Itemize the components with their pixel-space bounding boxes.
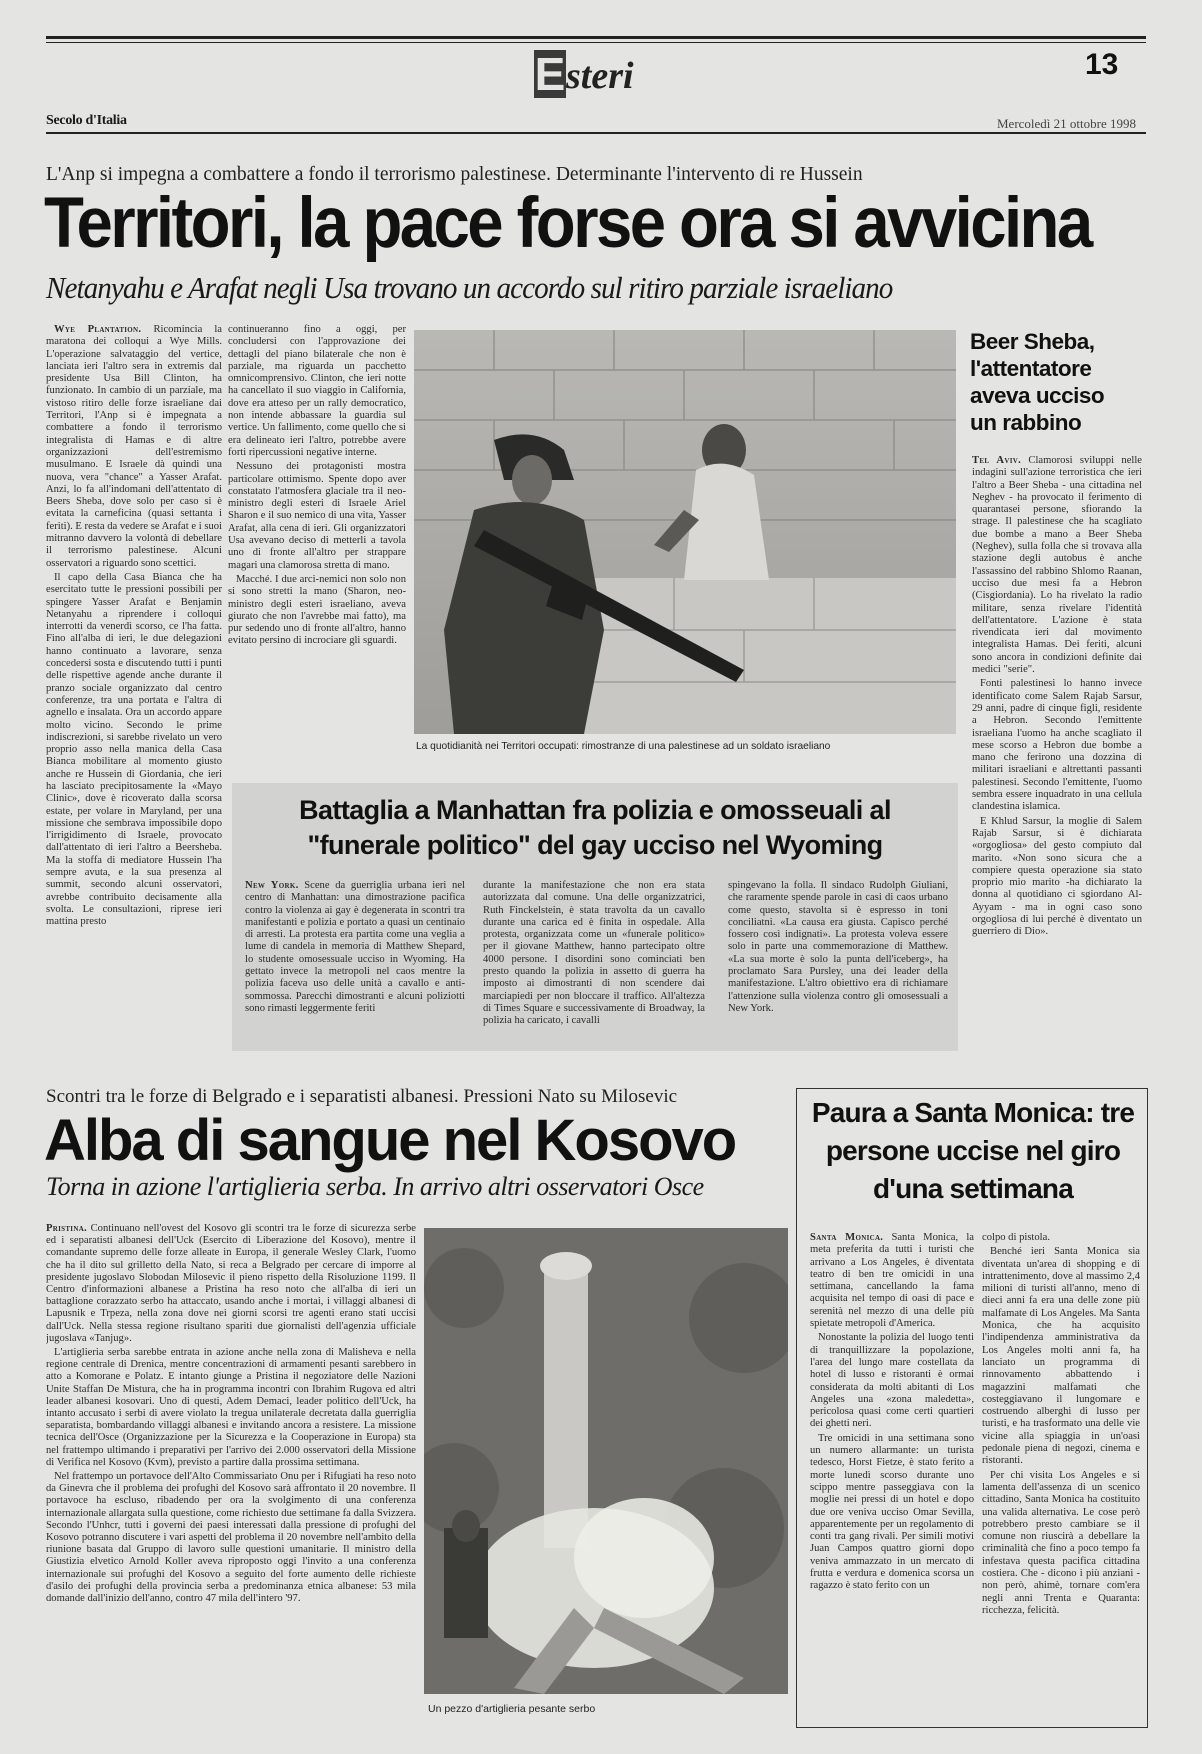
- section-name: steri: [566, 55, 634, 97]
- kosovo-p3: Nel frattempo un portavoce dell'Alto Commissariato Onu per i Rifugiati ha reso noto da Ginevra che il problema dei profughi del Kosovo sarà affrontato il 20 novembre. Il portavoce ha escluso, ribadendo per ora la svolgimento di una conferenza internazionale allargata sulla questione, come richiesto due settimane fa dalla Svizzera. Secondo l'Unhcr, tutti i governi dei paesi interessati dalla pressione di profughi del Kosovo potranno discutere i vari aspetti del problema il 20 novembre nell'ambito della riunione basata dal Gruppo di lavoro sulle questioni umanitarie. Il ministro della Giustizia elvetico Arnold Koller aveva riproposto oggi l'invito a una conferenza internazionale sui profughi del Kosovo a seguito del forte aumento delle richieste d'asilo dei profughi della provincia serba a predominanza etnica albanese: 53 mila domande dall'inizio dell'anno, contro 47 mila dell'intero '97.: [46, 1471, 416, 1605]
- soldier-photo-illustration: [414, 330, 956, 734]
- artillery-photo-illustration: [424, 1228, 788, 1694]
- lead-col2-p3: Macché. I due arci-nemici non solo non si sono stretti la mano (Sharon, neo-ministro degli esteri israeliano, aveva giurato che non l'avrebbe mai fatto), ma pur sedendo uno di fronte all'altro, hanno evitato persino di incrociare gli sguardi.: [228, 573, 406, 647]
- lead-column-1: [46, 324, 222, 1050]
- manhattan-c3: spingevano la folla. Il sindaco Rudolph Giuliani, che raramente spende parole in casi di caos urbano come questo, stavolta si è espresso in toni conciliatni. «La causa era giusta. Capisco perché fossero così indignati». La protesta voleva essere solo in parte una commemorazione di Matthew. «La sua morte è solo la punta dell'iceberg», ha proclamato Sara Pursley, una dei leader della manifestazione. L'altro obiettivo era di richiamare l'attenzione sulla violenza contro gli omosessuali a New York.: [728, 880, 948, 1014]
- page-number: 13: [1085, 48, 1119, 81]
- santamonica-column-2: [982, 1232, 1140, 1720]
- lead-dateline: Wye Plantation.: [54, 324, 142, 335]
- kosovo-dateline: Pristina.: [46, 1223, 87, 1234]
- lead-headline: Territori, la pace forse ora si avvicina: [44, 184, 1091, 263]
- beersheba-p3: E Khlud Sarsur, la moglie di Salem Rajab Sarsur, si è dichiarata «orgogliosa» del gesto compiuto dal marito. «Non sono sicura che a compiere questa operazione sia stato proprio mio marito -ha dichiarato la donna al quotidiano ci sgiordano Al-Ayyam - ma in ogni caso sono orgogliosa di lui perché è diventato un guerriero di Dio».: [972, 815, 1142, 938]
- manhattan-dateline: New York.: [245, 880, 299, 891]
- manhattan-column-1: [245, 880, 465, 1042]
- top-rule: [46, 36, 1146, 39]
- santamonica-c2-p3: Per chi visita Los Angeles e si lamenta dell'assenza di un scenico cittadino, Santa Monica ha costituito una valida alternativa. Le cose però potrebbero presto cambiare se il comune non riuscirà a debellare la criminalità che fino a poco tempo fa infestava questa pacifica cittadina costiera. Che - dicono i più anziani - non però, ahimè, tornare com'era negli anni Trenta e Quaranta: ricchezza, felicità.: [982, 1469, 1140, 1616]
- paper-name: Secolo d'Italia: [46, 113, 127, 128]
- santamonica-c1-p2: Nonostante la polizia del luogo tenti di tranquillizzare la popolazione, l'area del lungo mare costellata da hotel di lusso e ristoranti è ormai considerata da molti abitanti di Los Angeles una «zona maledetta», pericolosa quasi come certi quartieri dei ghetti neri.: [810, 1332, 974, 1430]
- santamonica-c1-p3: Tre omicidi in una settimana sono un numero allarmante: un turista tedesco, Horst Fietze, è stato ferito a morte lunedì scorso durante uno scippo mentre passeggiava con la moglie nei pressi di un hotel e dopo due ore veniva ucciso Omar Sevilla, apparentemente per un regolamento di conti tra gang rivali. Per simili motivi Juan Campos quattro giorni dopo veniva ammazzato in un mercato di frutta e verdura e domenica scorsa un ragazzo è stato ferito con un: [810, 1432, 974, 1592]
- section-title: [534, 50, 674, 110]
- beersheba-p2: Fonti palestinesi lo hanno invece identificato come Salem Rajab Sarsur, 29 anni, padre di cinque figli, residente a Hebron. Secondo l'emittente israeliana l'uomo ha anche scagliato il mese scorso a Hebron due bombe a mano che ferirono una dozzina di militari israeliani e altrettanti passanti palestinesi. Secondo l'emittente, l'uomo sembra essere inquadrato in una cellula clandestina islamica.: [972, 678, 1142, 813]
- lead-col1-p1: Ricomincia la maratona dei colloqui a Wye Mills. L'operazione salvataggio del vertice, lanciata ieri l'altro sera in extremis dal presidente Usa Bill Clinton, ha funzionato. In cambio di un parziale, ma vistoso ritiro delle forze israeliane dai Territori, l'Anp si è impegnata a combattere a fondo il terrorismo integralista di Hamas e di altre organizzazioni dell'estremismo musulmano. E Israele dà quindi una nuova, vera "chance" a Yasser Arafat. Anzi, lo fa all'indomani dell'attentato di Beers Sheba, dove solo per caso si è evitata la carneficina (quasi settanta i feriti). E resta da vedere se Arafat e i suoi mitranno davvero la volontà di debellare il terrorismo palestinese. Alcuni osservatori a riguardo sono scettici.: [46, 324, 222, 569]
- lead-col2-p2: Nessuno dei protagonisti mostra particolare ottimismo. Spente dopo aver constatato l'atmosfera glaciale tra il neo-ministro degli esteri di Israele Ariel Sharon e il suo nemico di una vita, Yasser Arafat, alla cena di ieri. Gli organizzatori Usa avevano deciso di metterli a tavola uno di fronte all'altro per strappare magari una clamorosa stretta di mano.: [228, 461, 406, 571]
- kosovo-column: [46, 1223, 416, 1725]
- manhattan-column-2: [483, 880, 705, 1042]
- artillery-photo: [424, 1228, 788, 1694]
- kosovo-p1: Continuano nell'ovest del Kosovo gli scontri tra le forze di sicurezza serbe ed i separatisti albanesi dell'Uck (Esercito di Liberazione del Kosovo), mentre il comandante supremo delle forze alleate in Europa, il generale Wesley Clark, l'uomo che ha il dito sul grilletto della Nato, si reca a Belgrado per cercare di imporre al presidente jugoslavo Slobodan Milosevic il pieno rispetto della Risoluzione 1199. Il Centro d'informazioni albanese a Pristina ha reso noto che all'alba di ieri un battaglione corazzato serbo ha attaccato, usando anche i mortai, i villaggi albanesi di Lapusnik e Trpeza, nella zona dove nei giorni scorsi tre agenti erano stati uccisi dall'Uck. Nella stessa regione risultano spariti due giornalisti dell'agenzia ufficiale jugoslava «Tanjug».: [46, 1223, 416, 1344]
- santamonica-dateline: Santa Monica.: [810, 1232, 884, 1243]
- lead-kicker: L'Anp si impegna a combattere a fondo il terrorismo palestinese. Determinante l'intervento di re Hussein: [46, 164, 863, 185]
- beersheba-p1: Clamorosi sviluppi nelle indagini sull'azione terroristica che ieri l'altro a Beer Sheba - una cittadina nel Neghev - ha provocato il ferimento di quarantasei persone, sfiorando la strage. Il palestinese che ha scagliato due bombe a mano a Beer Sheba (Neghev), sulla folla che si trovava alla stazione degli autobus è anche l'assassino del rabbino Shlomo Raanan, ucciso due mesi fa a Hebron (Cisgiordania). Lo ha rivelato la radio militare, senza rivelare l'identità dell'attentatore. L'azione è stata rivendicata ieri dal movimento integralista Hamas. Dei feriti, alcuni sono ancora in condizioni definite dai medici "serie".: [972, 455, 1142, 676]
- lead-col1-p2: Il capo della Casa Bianca che ha esercitato tutte le pressioni possibili per spingere Yasser Arafat e Benjamin Netanyahu a riprendere i colloqui interrotti da venerdì scorso, ce l'ha fatta. Fino all'alba di ieri, le due delegazioni hanno continuato a lavorare, senza concedersi sosta e discutendo tutti i punti delle rispettive agende anche durante il pranzo sociale organizzato dal centro conferenze, tra una portata e l'altra di agnello e insalata. Ora un accordo appare molto vicino. Secondo le prime indiscrezioni, si sarebbe rivelato un vero proprio asso nella manica della Casa Bianca mobilitare al momento giusto anche re Hussein di Giordania, che ieri ha lasciato precipitosamente la «Mayo Clinic», dove è ricoverato dalla scorsa estate, per volare in Maryland, per una missione che sembrava impossibile dopo l'irrigidimento di Israele, provocato dall'attentato di ieri l'altro a Beersheba. Ma la stoffa di mediatore Hussein l'ha sempre avuta, e la sua presenza al summit, secondo alcuni osservatori, avrebbe contribuito decisamente alla svolta. Le consultazioni, riprese ieri mattina presto: [46, 571, 222, 928]
- artillery-photo-caption: Un pezzo d'artiglieria pesante serbo: [428, 1703, 596, 1715]
- masthead-rule: [46, 132, 1146, 134]
- santamonica-c2-p1: colpo di pistola.: [982, 1232, 1050, 1243]
- manhattan-c1: Scene da guerriglia urbana ieri nel centro di Manhattan: una dimostrazione pacifica contro la violenza ai gay è degenerata in scontri tra manifestanti e polizia e portato a quasi un centinaio di arresti. La protesta era partita come una veglia a lume di candela in memoria di Matthew Shepard, lo studente omosessuale ucciso in Wyoming. Ha gettato invece la metropoli nel caos mentre la polizia faceva uso delle unità a cavallo e anti-sommossa. Parecchi dimostranti e alcuni poliziotti sono rimasti leggermente feriti: [245, 880, 465, 1014]
- section-initial: E: [534, 48, 566, 100]
- santamonica-column-1: [810, 1232, 974, 1720]
- top-rule-thin: [46, 42, 1146, 43]
- lead-col2-p1: continueranno fino a oggi, per concludersi con l'approvazione dei dettagli del piano bilaterale che non è parziale, ma riguarda un pacchetto omnicomprensivo. Clinton, che ieri notte ha cancellato il suo viaggio in California, dove era atteso per un rally democratico, non intende abbassare la guardia sul vertice. Un fallimento, come quello che si era delineato ieri l'altro, potrebbe avere forti ripercussioni negative interne.: [228, 324, 406, 458]
- lead-column-2: [228, 324, 406, 772]
- beersheba-dateline: Tel Aviv.: [972, 455, 1022, 466]
- lead-subhead: Netanyahu e Arafat negli Usa trovano un accordo sul ritiro parziale israeliano: [46, 270, 893, 305]
- kosovo-subhead: Torna in azione l'artiglieria serba. In arrivo altri osservatori Osce: [46, 1172, 704, 1201]
- manhattan-c2: durante la manifestazione che non era stata autorizzata dal comune. Una delle organizzatrici, Ruth Finckelstein, è stata travolta da un cavallo durante una carica ed è finita in ospedale. Alla protesta, organizzata come un «funerale politico» per il giovane Matthew, hanno partecipato oltre 4000 persone. I disordini sono cominciati ben presto quando la polizia in assetto di guerra ha imposto ai dimostranti di non scendere dai marciapiedi per non bloccare il traffico. All'altezza di Times Square e successivamente di Broadway, la polizia ha caricato, i cavalli: [483, 880, 705, 1027]
- beersheba-headline: Beer Sheba, l'attentatore aveva ucciso un rabbino: [970, 329, 1105, 435]
- santamonica-headline: Paura a Santa Monica: tre persone uccise nel giro d'una settimana: [811, 1097, 1135, 1204]
- kosovo-headline: Alba di sangue nel Kosovo: [44, 1108, 736, 1173]
- soldier-palestinian-photo: [414, 330, 956, 734]
- manhattan-column-3: [728, 880, 948, 1042]
- lead-photo-caption: La quotidianità nei Territori occupati: rimostranze di una palestinese ad un soldato israeliano: [416, 741, 831, 752]
- santamonica-c2-p2: Benché ieri Santa Monica sia diventata un'area di shopping e di intrattenimento, dove al massimo 2,4 milioni di turisti all'anno, meno di dieci anni fa era una delle zone più malfamate di Los Angeles. Ma Santa Monica, che ha acquisito l'indipendenza amministrativa da Los Angeles molti anni fa, ha lanciato un programma di rinnovamento abbattendo i magazzini malfamati che costeggiavano il lungomare e costruendo alberghi di lusso per turisti, e ha trasformato una delle vie vicine alla spiaggia in un'oasi pedonale piena di negozi, cinema e ristoranti.: [982, 1246, 1140, 1467]
- manhattan-headline: Battaglia a Manhattan fra polizia e omosseuali al "funerale politico" del gay ucciso nel Wyoming: [299, 795, 891, 860]
- kosovo-p2: L'artiglieria serba sarebbe entrata in azione anche nella zona di Malisheva e nella regione centrale di Drenica, mentre concentrazioni di armamenti pesanti sarebbero in atto a Komorane e Polatz. E intanto giunge a Pristina il negoziatore delle Nazioni Unite Staffan De Mistura, che ha in programma incontri con Ibrahim Rugova ed altri leader albanesi kosovari. Uno di questi, Adem Demaci, leader politico dell'Uck, ha intanto accusato i serbi di avere violato la tregua unilaterale decretata dalla guerriglia separatista, bombardando villaggi albanesi e invitando ancora a resistere. La missione tecnica dell'Osce (Organizzazione per la Sicurezza e la Cooperazione in Europa) sta nel frattempo ultimando i preparativi per l'arrivo dei 2.000 osservatori della Missione di Verifica nel Kosovo (Kvm), previsto a partire dalla prossima settimana.: [46, 1347, 416, 1468]
- kosovo-kicker: Scontri tra le forze di Belgrado e i separatisti albanesi. Pressioni Nato su Milosevic: [46, 1086, 678, 1107]
- beersheba-column: [972, 455, 1142, 1050]
- santamonica-c1-p1: Santa Monica, la meta preferita da tutti i turisti che arrivano a Los Angeles, è diventata teatro di ben tre omicidi in una settimana, cancellando la fama acquisita nel tempo di oasi di pace e serenità nel mezzo di una delle più spietate metropoli d'America.: [810, 1232, 974, 1330]
- issue-date: Mercoledì 21 ottobre 1998: [997, 116, 1136, 131]
